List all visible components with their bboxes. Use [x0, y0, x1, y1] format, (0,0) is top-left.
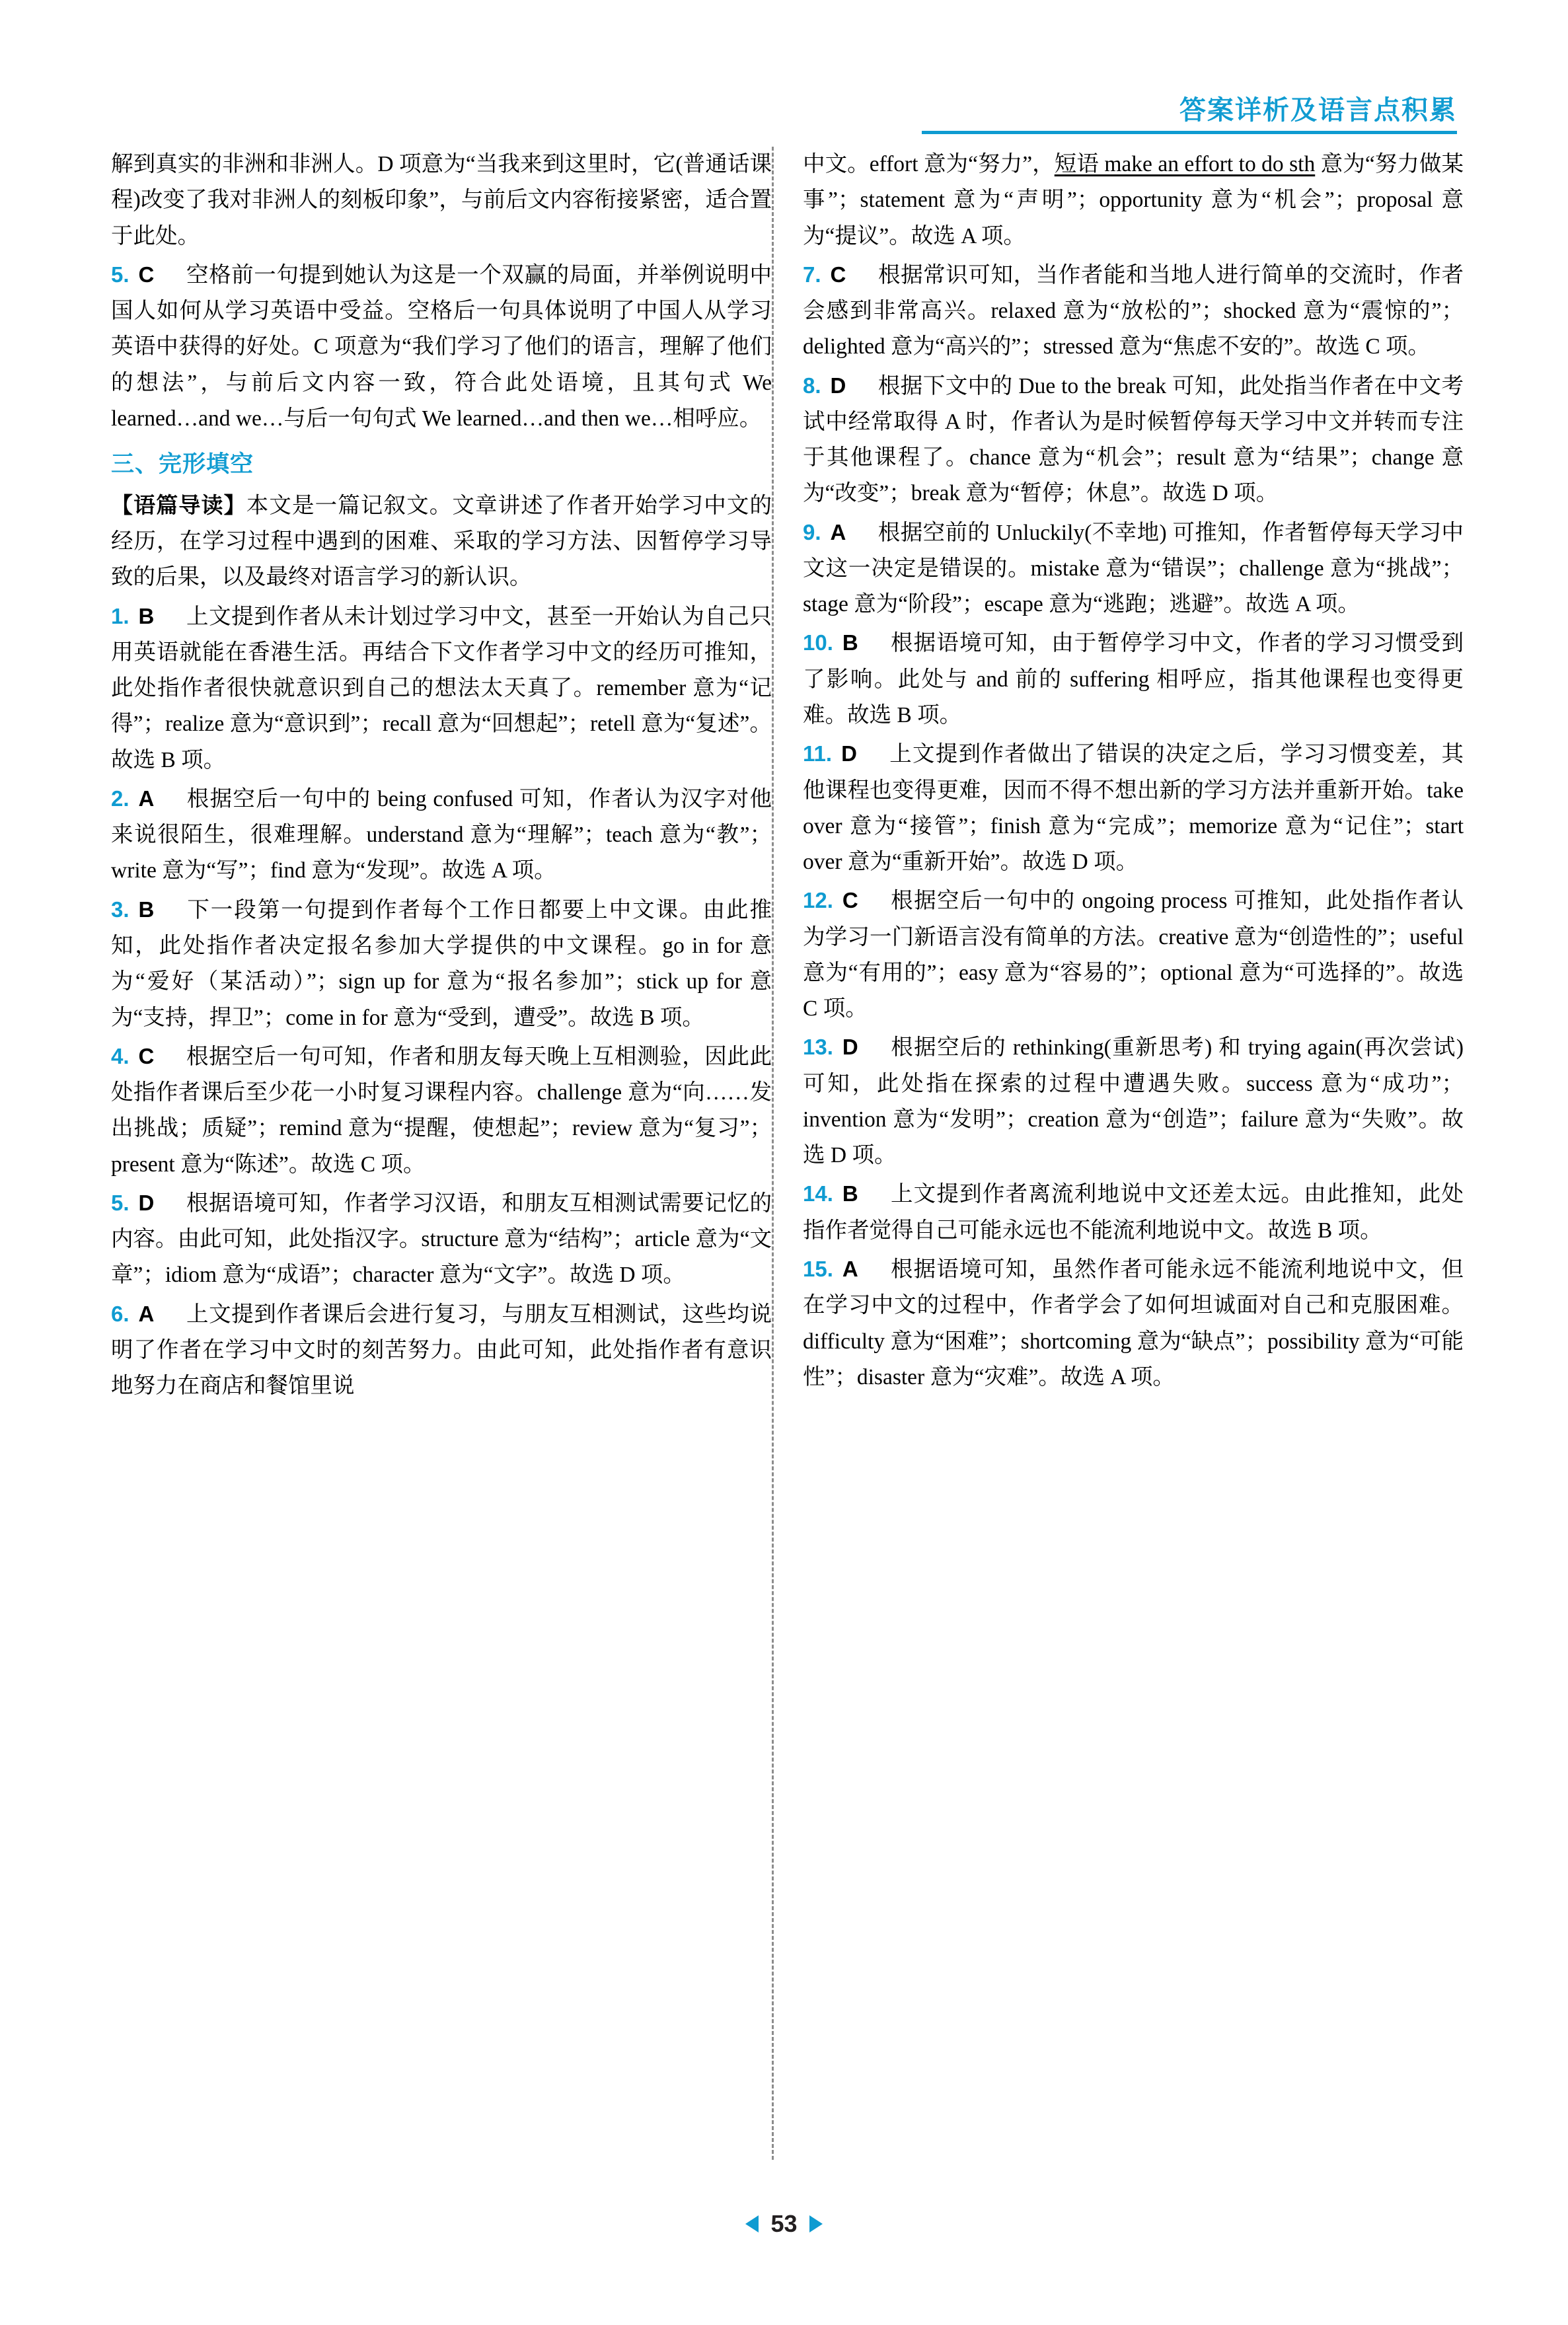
answer-explanation: 上文提到作者做出了错误的决定之后，学习习惯变差，其他课程也变得更难，因而不得不想出新的学习方法并重新开始。take over 意为“接管”；finish 意为“完成”；memorize 意为“记住”；start over 意为“重新开始”。故选 D 项。 — [803, 742, 1464, 875]
question-number: 12. — [803, 888, 833, 913]
answer-letter: D — [830, 373, 846, 398]
question-number: 1. — [111, 603, 130, 628]
page-header — [1179, 85, 1457, 131]
answer-letter: A — [138, 786, 155, 811]
answer-item-2 — [111, 781, 772, 889]
answer-letter: B — [842, 630, 858, 655]
answer-explanation: 根据空后的 rethinking(重新思考) 和 trying again(再次尝试) 可知，此处指在探索的过程中遭遇失败。success 意为“成功”；invention 意为“发明”；creation 意为“创造”；failure 意为“失败”。故选 D 项。 — [803, 1035, 1464, 1168]
answer-letter: D — [138, 1190, 155, 1215]
question-number: 13. — [803, 1035, 833, 1060]
answer-explanation: 根据下文中的 Due to the break 可知，此处指当作者在中文考试中经常取得 A 时，作者认为是时候暂停每天学习中文并转而专注于其他课程了。chance 意为“机会”；result 意为“结果”；change 意为“改变”；break 意为“暂停；休息”。故选 D 项。 — [803, 373, 1464, 506]
page-footer — [0, 2210, 1568, 2238]
question-number: 7. — [803, 262, 821, 287]
question-number: 6. — [111, 1301, 130, 1326]
answer-item-15 — [803, 1251, 1464, 1395]
paragraph-suffix: 意为“努力做某事”；statement 意为“声明”；opportunity 意为“机会”；proposal 意为“提议”。故选 A 项。 — [803, 152, 1464, 248]
answer-item-12 — [803, 883, 1464, 1027]
paragraph-continuation — [803, 147, 1464, 254]
column-divider — [772, 147, 774, 2160]
question-number: 14. — [803, 1181, 833, 1206]
answer-item-9 — [803, 515, 1464, 623]
answer-explanation: 根据语境可知，虽然作者可能永远不能流利地说中文，但在学习中文的过程中，作者学会了如何坦诚面对自己和克服困难。difficulty 意为“困难”；shortcoming 意为“缺点”；possibility 意为“可能性”；disaster 意为“灾难”。故选 A 项。 — [803, 1257, 1464, 1389]
passage-guide-text: 本文是一篇记叙文。文章讲述了作者开始学习中文的经历，在学习过程中遇到的困难、采取的学习方法、因暂停学习导致的后果，以及最终对语言学习的新认识。 — [111, 493, 772, 590]
answer-letter: B — [842, 1181, 858, 1206]
answer-item-4 — [111, 1039, 772, 1183]
answer-item-1 — [111, 599, 772, 778]
header-title: 答案详析及语言点积累 — [1179, 95, 1457, 125]
question-number: 4. — [111, 1043, 130, 1068]
underlined-phrase: 短语 make an effort to do sth — [1054, 152, 1316, 176]
question-number: 3. — [111, 897, 130, 922]
answer-item-11 — [803, 736, 1464, 880]
answer-letter: D — [841, 741, 857, 766]
question-number: 15. — [803, 1256, 833, 1281]
question-number: 11. — [803, 741, 833, 766]
answer-letter: D — [842, 1035, 858, 1060]
answer-item-7 — [803, 257, 1464, 365]
answer-letter: A — [842, 1256, 858, 1281]
answer-letter: C — [842, 888, 858, 913]
answer-item-3 — [111, 892, 772, 1036]
answer-item-13 — [803, 1029, 1464, 1173]
answer-explanation: 根据语境可知，作者学习汉语，和朋友互相测试需要记忆的内容。由此可知，此处指汉字。structure 意为“结构”；article 意为“文章”；idiom 意为“成语”；character 意为“文字”。故选 D 项。 — [111, 1191, 772, 1288]
passage-guide — [111, 488, 772, 596]
answer-letter: A — [138, 1301, 155, 1326]
paragraph-prefix: 中文。effort 意为“努力”， — [803, 152, 1055, 176]
question-number: 5. — [111, 1190, 130, 1215]
question-number: 10. — [803, 630, 833, 655]
question-number: 2. — [111, 786, 130, 811]
answer-explanation: 根据空后一句中的 being confused 可知，作者认为汉字对他来说很陌生，很难理解。understand 意为“理解”；teach 意为“教”；write 意为“写”；find 意为“发现”。故选 A 项。 — [111, 786, 772, 883]
passage-guide-label: 【语篇导读】 — [111, 492, 246, 517]
right-column — [803, 147, 1464, 1398]
answer-explanation: 根据常识可知，当作者能和当地人进行简单的交流时，作者会感到非常高兴。relaxed 意为“放松的”；shocked 意为“震惊的”；delighted 意为“高兴的”；stressed 意为“焦虑不安的”。故选 C 项。 — [803, 262, 1464, 359]
question-number: 5. — [111, 262, 130, 287]
right-triangle-icon — [809, 2215, 823, 2233]
section-heading-cloze: 三、完形填空 — [111, 451, 254, 478]
answer-letter: A — [830, 519, 846, 544]
left-triangle-icon — [745, 2215, 759, 2233]
left-column — [111, 147, 772, 1407]
answer-letter: C — [138, 262, 155, 287]
answer-letter: C — [830, 262, 846, 287]
answer-item-5-left — [111, 257, 772, 437]
answer-letter: C — [138, 1043, 155, 1068]
answer-letter: B — [138, 897, 155, 922]
answer-item-14 — [803, 1176, 1464, 1249]
answer-explanation: 根据语境可知，由于暂停学习中文，作者的学习习惯受到了影响。此处与 and 前的 suffering 相呼应，指其他课程也变得更难。故选 B 项。 — [803, 631, 1464, 727]
answer-letter: B — [138, 603, 155, 628]
answer-explanation: 上文提到作者课后会进行复习，与朋友互相测试，这些均说明了作者在学习中文时的刻苦努力。由此可知，此处指作者有意识地努力在商店和餐馆里说 — [111, 1302, 772, 1399]
answer-explanation: 根据空后一句可知，作者和朋友每天晚上互相测验，因此此处指作者课后至少花一小时复习课程内容。challenge 意为“向……发出挑战；质疑”；remind 意为“提醒，使想起”；review 意为“复习”；present 意为“陈述”。故选 C 项。 — [111, 1044, 772, 1177]
question-number: 9. — [803, 519, 821, 544]
answer-item-10 — [803, 625, 1464, 733]
answer-explanation: 根据空后一句中的 ongoing process 可推知，此处指作者认为学习一门新语言没有简单的方法。creative 意为“创造性的”；useful 意为“有用的”；easy 意为“容易的”；optional 意为“可选择的”。故选 C 项。 — [803, 889, 1464, 1021]
answer-item-8 — [803, 368, 1464, 512]
answer-explanation: 下一段第一句提到作者每个工作日都要上中文课。由此推知，此处指作者决定报名参加大学提供的中文课程。go in for 意为“爱好（某活动）”；sign up for 意为“报名参加”；stick up for 意为“支持，捍卫”；come in for 意为“受到，遭受”。故选 B 项。 — [111, 897, 772, 1030]
question-number: 8. — [803, 373, 821, 398]
answer-explanation: 上文提到作者离流利地说中文还差太远。由此推知，此处指作者觉得自己可能永远也不能流利地说中文。故选 B 项。 — [803, 1182, 1464, 1243]
paragraph: 解到真实的非洲和非洲人。D 项意为“当我来到这里时，它(普通话课程)改变了我对非洲人的刻板印象”，与前后文内容衔接紧密，适合置于此处。 — [111, 152, 772, 248]
answer-explanation: 空格前一句提到她认为这是一个双赢的局面，并举例说明中国人如何从学习英语中受益。空格后一句具体说明了中国人从学习英语中获得的好处。C 项意为“我们学习了他们的语言，理解了他们的想法”，与前后文内容一致，符合此处语境，且其句式 We learned…and we…与后一句句式 We learned…and then we…相呼应。 — [111, 262, 772, 431]
answer-explanation: 根据空前的 Unluckily(不幸地) 可推知，作者暂停每天学习中文这一决定是错误的。mistake 意为“错误”；challenge 意为“挑战”；stage 意为“阶段”；escape 意为“逃跑；逃避”。故选 A 项。 — [803, 520, 1464, 617]
answer-item-5 — [111, 1185, 772, 1294]
page-number: 53 — [770, 2210, 798, 2237]
header-rule — [922, 131, 1457, 134]
answer-explanation: 上文提到作者从未计划过学习中文，甚至一开始认为自己只用英语就能在香港生活。再结合下文作者学习中文的经历可推知，此处指作者很快就意识到自己的想法太天真了。remember 意为“记得”；realize 意为“意识到”；recall 意为“回想起”；retell 意为“复述”。故选 B 项。 — [111, 604, 772, 772]
answer-item-6 — [111, 1296, 772, 1405]
